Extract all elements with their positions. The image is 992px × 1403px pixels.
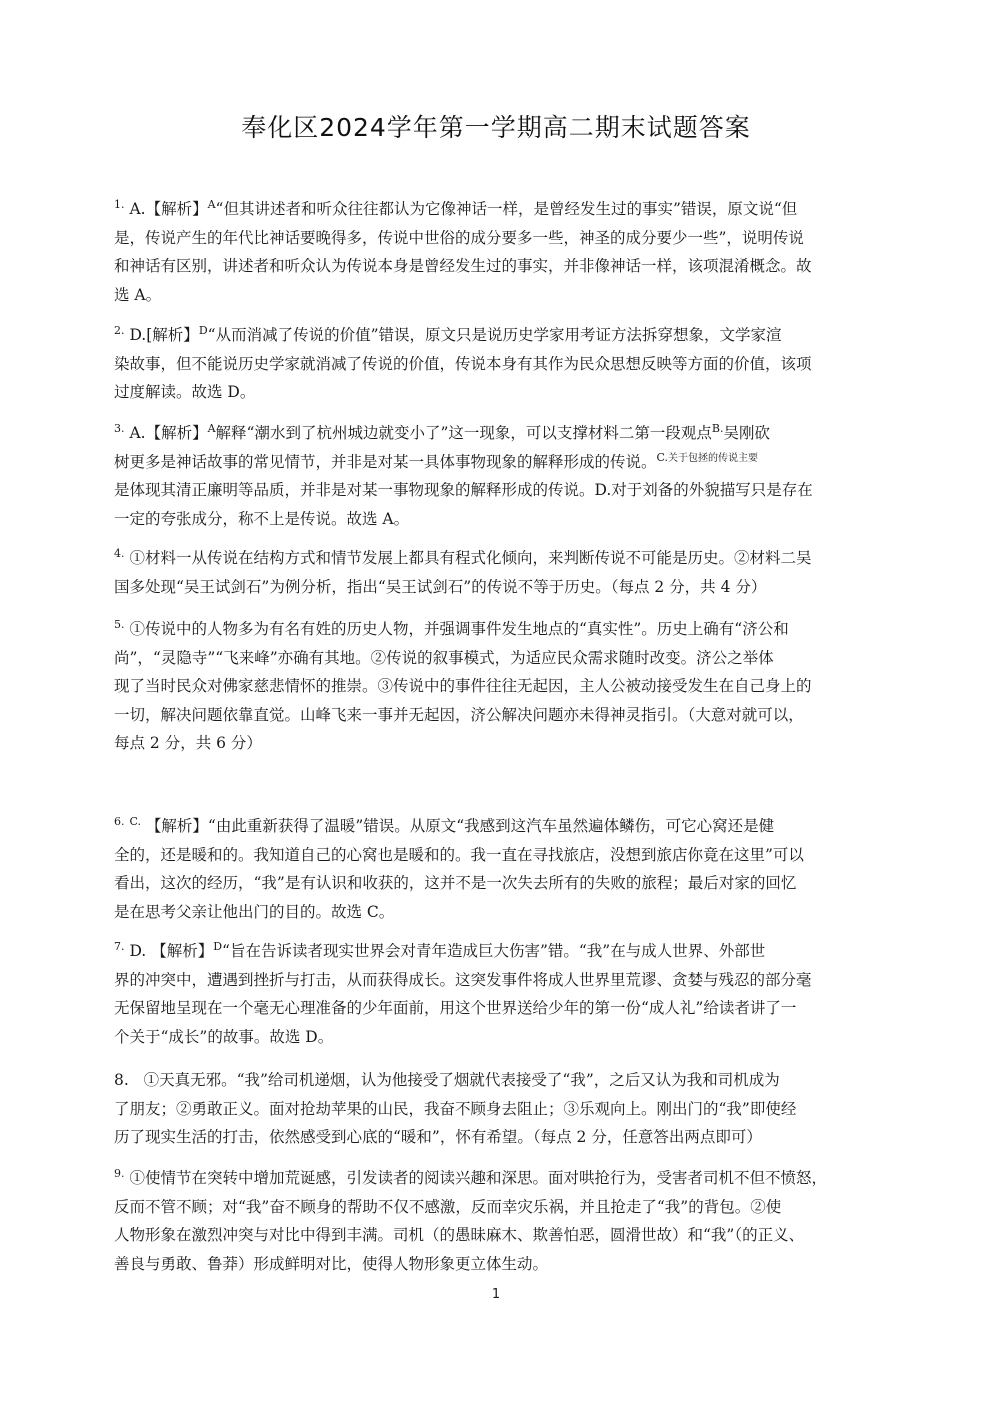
answer-7 xyxy=(114,937,904,1051)
answer-text: 吴刚砍 xyxy=(723,424,770,442)
answer-line: 无保留地呈现在一个毫无心理准备的少年面前，用这个世界送给少年的第一份“成人礼”给读者讲了一 xyxy=(114,999,797,1017)
option-label: C. xyxy=(129,814,141,828)
option-label: D. xyxy=(129,942,147,960)
answer-line: 人物形象在激烈冲突与对比中得到丰满。司机（的愚昧麻木、欺善怕恶，圆滑世故）和“我”（的正义、 xyxy=(114,1226,805,1244)
answer-text: ①材料一从传说在结构方式和情节发展上都具有程式化倾向，来判断传说不可能是历史。②材料二吴 xyxy=(129,549,812,567)
page-number: 1 xyxy=(491,1287,501,1302)
answer-4-line xyxy=(114,544,904,573)
answer-3-line xyxy=(114,448,904,477)
answer-line: 选 A。 xyxy=(114,285,162,304)
answer-line: 每点 2 分，共 6 分） xyxy=(114,734,262,752)
answer-line: 全的，还是暖和的。我知道自己的心窝也是暖和的。我一直在寻找旅店，没想到旅店你竟在这里”可以 xyxy=(114,845,804,864)
answer-text: 解释“潮水到了杭州城边就变小了”这一现象，可以支撑材料二第一段观点 xyxy=(215,424,712,442)
answer-text: 树更多是神话故事的常见情节，并非是对某一具体事物现象的解释形成的传说。 xyxy=(114,452,657,471)
answer-9-line xyxy=(114,1164,904,1193)
answer-line: 染故事，但不能说历史学家就消减了传说的价值，传说本身有其作为民众思想反映等方面的价值，该项 xyxy=(114,354,812,373)
answer-line: 善良与勇敢、鲁莽）形成鲜明对比，使得人物形象更立体生动。 xyxy=(114,1254,549,1273)
option-marker: B. xyxy=(711,421,724,435)
option-marker: D xyxy=(213,939,223,953)
answer-line: 界的冲突中，遭遇到挫折与打击，从而获得成长。这突发事件将成人世界里荒谬、贪婪与残忍的部分毫 xyxy=(114,970,812,989)
question-number: 8. xyxy=(114,1071,129,1089)
answer-line: 是在思考父亲让他出门的目的。故选 C。 xyxy=(114,902,395,921)
answer-1 xyxy=(114,195,904,309)
answer-2-line xyxy=(114,321,904,350)
analysis-label: [解析】 xyxy=(146,326,199,344)
question-number: 5. xyxy=(114,617,125,631)
answer-line: 反而不管不顾；对“我”奋不顾身的帮助不仅不感激，反而幸灾乐祸，并且抢走了“我”的背包。②使 xyxy=(114,1197,782,1216)
answer-text: 关于包拯的传说主要 xyxy=(668,452,759,464)
answer-text: ①传说中的人物多为有名有姓的历史人物，并强调事件发生地点的“真实性”。历史上确有“济公和 xyxy=(129,620,789,638)
answer-5-line xyxy=(114,615,904,644)
answer-line: 是体现其清正廉明等品质，并非是对某一事物现象的解释形成的传说。D.对于刘备的外貌描写只是存在 xyxy=(114,481,813,499)
answer-text: “旨在告诉读者现实世界会对青年造成巨大伤害”错。“我”在与成人世界、外部世 xyxy=(222,942,766,960)
answer-8 xyxy=(114,1066,904,1152)
question-number: 7. xyxy=(114,939,125,953)
option-label: A. xyxy=(129,200,146,218)
answer-line: 现了当时民众对佛家慈悲情怀的推崇。③传说中的事件往往无起因，主人公被动接受发生在自己身上的 xyxy=(114,677,812,695)
question-number: 6. xyxy=(114,814,125,828)
question-number: 9. xyxy=(114,1166,125,1180)
analysis-label: 【解析】 xyxy=(145,424,208,442)
option-marker: A xyxy=(207,421,216,435)
option-marker: A xyxy=(207,197,216,211)
answer-2 xyxy=(114,321,904,407)
answer-line: 一切，解决问题依靠直觉。山峰飞来一事并无起因，济公解决问题亦未得神灵指引。（大意对就可以， xyxy=(114,705,804,724)
analysis-label: 【解析】 xyxy=(151,942,214,960)
answer-line: 看出，这次的经历，“我”是有认识和收获的，这并不是一次失去所有的失败的旅程；最后对家的回忆 xyxy=(114,874,797,892)
option-marker: C. xyxy=(656,450,669,464)
answer-line: 了朋友；②勇敢正义。面对抢劫苹果的山民，我奋不顾身去阻止；③乐观向上。刚出门的“我”即使经 xyxy=(114,1099,797,1118)
option-label: D. xyxy=(129,326,147,344)
answer-line: 是，传说产生的年代比神话要晚得多，传说中世俗的成分要多一些，神圣的成分要少一些”，说明传说 xyxy=(114,228,804,247)
answer-5 xyxy=(114,615,904,758)
answer-6 xyxy=(114,812,904,926)
answer-line: 和神话有区别，讲述者和听众认为传说本身是曾经发生过的事实，并非像神话一样，该项混淆概念。故 xyxy=(114,257,812,275)
answer-line: 一定的夸张成分，称不上是传说。故选 A。 xyxy=(114,509,410,528)
answer-text: ①使情节在突转中增加荒诞感，引发读者的阅读兴趣和深思。面对哄抢行为，受害者司机不但不愤怒， xyxy=(129,1169,827,1187)
answer-3 xyxy=(114,419,904,533)
question-number: 4. xyxy=(114,546,125,560)
question-number: 1. xyxy=(114,197,125,211)
answer-4 xyxy=(114,544,904,601)
option-label: A. xyxy=(129,424,146,442)
answer-8-line xyxy=(114,1066,904,1095)
answer-text: ①天真无邪。“我”给司机递烟，认为他接受了烟就代表接受了“我”，之后又认为我和司机成为 xyxy=(143,1071,780,1089)
answer-7-line xyxy=(114,937,904,966)
answer-line: 国多处现“吴王试剑石”为例分析，指出“吴王试剑石”的传说不等于历史。（每点 2 分，共 4 分） xyxy=(114,577,767,596)
answer-line: 尚”，“灵隐寺”“飞来峰”亦确有其地。②传说的叙事模式，为适应民众需求随时改变。济公之举体 xyxy=(114,648,774,667)
answer-line: 个关于“成长”的故事。故选 D。 xyxy=(114,1027,334,1046)
option-marker: D xyxy=(198,323,208,337)
question-number: 2. xyxy=(114,323,125,337)
question-number: 3. xyxy=(114,421,125,435)
answer-line: 过度解读。故选 D。 xyxy=(114,383,256,401)
analysis-label: 【解析】 xyxy=(145,200,208,218)
answer-text: 【解析】“由此重新获得了温暖”错误。从原文“我感到这汽车虽然遍体鳞伤，可它心窝还是健 xyxy=(145,817,775,835)
answer-line: 历了现实生活的打击，依然感受到心底的“暖和”，怀有希望。（每点 2 分，任意答出两点即可） xyxy=(114,1128,762,1146)
answer-6-line xyxy=(114,812,904,841)
answer-3-line xyxy=(114,419,904,448)
answer-text: “从而消减了传说的价值”错误，原文只是说历史学家用考证方法拆穿想象，文学家渲 xyxy=(207,326,782,344)
answer-text: “但其讲述者和听众往往都认为它像神话一样，是曾经发生过的事实”错误，原文说“但 xyxy=(215,200,798,218)
answer-1-line xyxy=(114,195,904,224)
answer-9 xyxy=(114,1164,904,1278)
page-title: 奉化区2024学年第一学期高二期末试题答案 xyxy=(241,113,751,142)
